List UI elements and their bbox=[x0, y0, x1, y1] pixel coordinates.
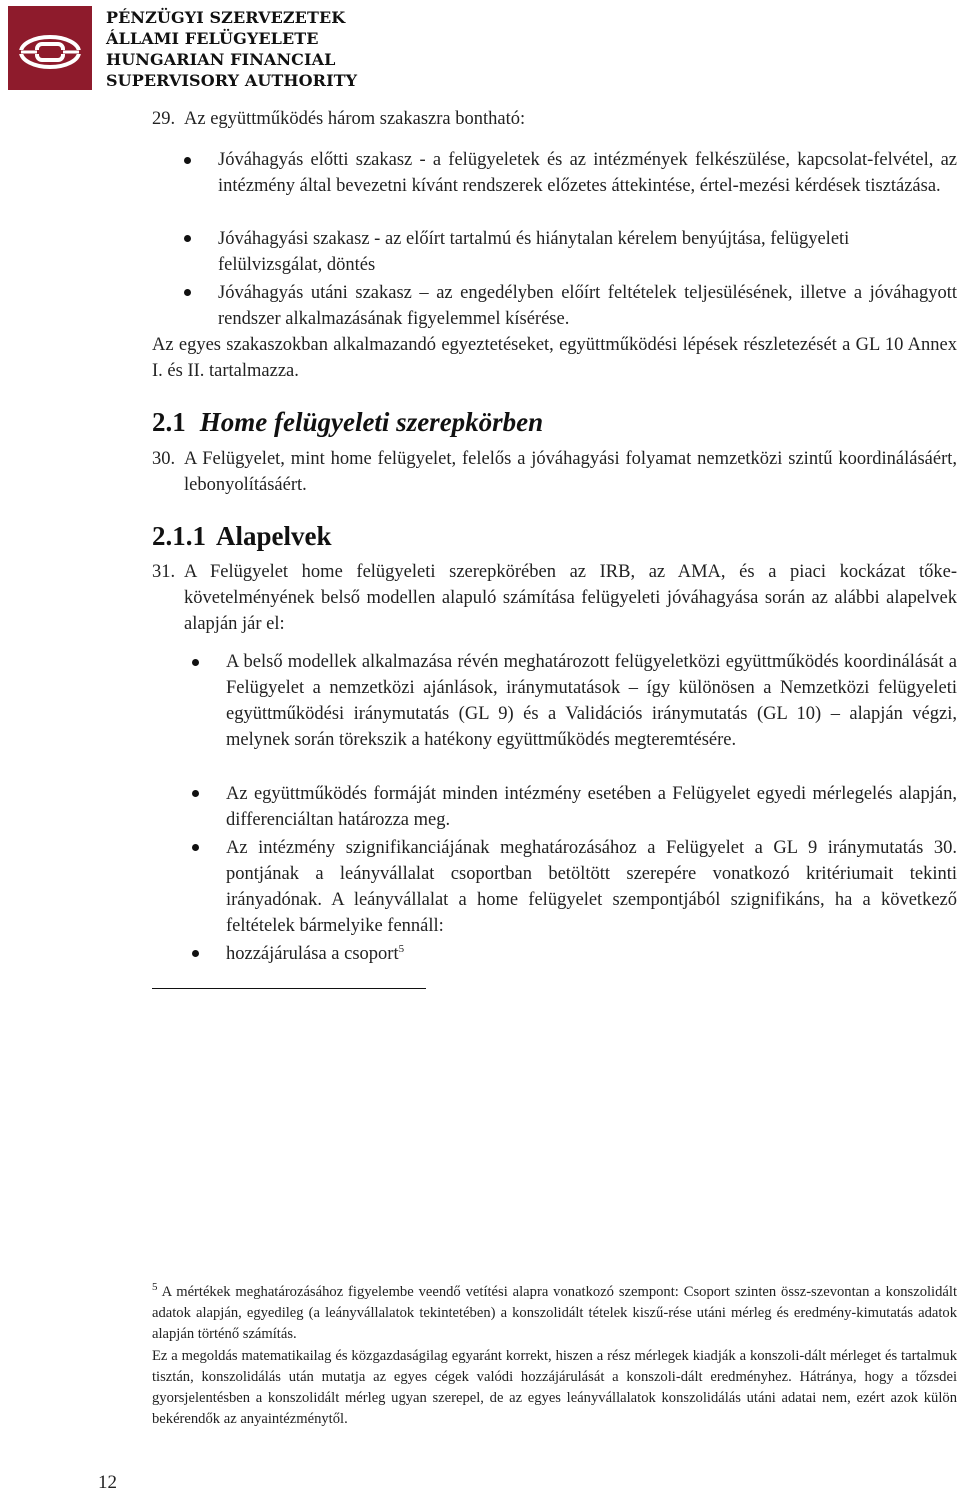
footnote-continuation: Ez a megoldás matematikailag és közgazdaságilag egyaránt korrekt, hiszen a rész mérlegek kiadják a konszoli-dált mérleget és tartalmuk tisztán, konszolidálás után mutatja az egyes cégek valódi hozzájárulását a konszoli-dált eredményhez. Hátránya, hogy a tőzsdei gyorsjelentésben a konszolidált mérleg ugyan szerepel, de az egyes leányvállalatok konszolidálás utáni adatai nem, ezért azok külön bekérendők az anyaintézménytől. bbox=[152, 1348, 957, 1427]
section-number: 2.1 bbox=[152, 407, 186, 437]
footnote-text-1: A mértékek meghatározásához figyelembe veendő vetítési alapra vonatkozó szempont: Csoport szinten össz-szevontan a konszolidált adatok alapján, egyedileg (a leányvállalatok tekintetében) a konszolidált tételek kiszű-rése utáni mérleg és eredmény-kimutatás adatok alapján történő számítás. bbox=[152, 1284, 957, 1342]
bullet-icon bbox=[192, 659, 199, 666]
bullet-icon bbox=[184, 289, 191, 296]
org-name-en-line-1: HUNGARIAN FINANCIAL bbox=[106, 50, 336, 69]
bullet-icon bbox=[184, 235, 191, 242]
page-header bbox=[8, 6, 528, 90]
bullet-icon bbox=[192, 790, 199, 797]
subsection-heading bbox=[152, 520, 332, 552]
list-item-text: hozzájárulása a csoport bbox=[226, 944, 399, 964]
psz-logo-icon bbox=[8, 6, 92, 90]
footnote-reference[interactable]: 5 bbox=[398, 942, 405, 955]
bullet-icon bbox=[184, 157, 191, 164]
list-item: Az együttműködés formáját minden intézmény esetében a Felügyelet egyedi mérlegelés alapján, differenciáltan határozza meg. bbox=[226, 784, 957, 830]
organization-name bbox=[106, 7, 357, 91]
footnote-separator bbox=[152, 988, 426, 989]
list-item: A belső modellek alkalmazása révén meghatározott felügyeletközi együttműködés koordinálását a Felügyelet a nemzetközi ajánlások, iránymutatások – így különösen a Nemzetközi felügyeleti együttműködési iránymutatás (GL 9) és a Validációs iránymutatás (GL 10) – alapján végzi, melynek során törekszik a hatékony együttműködés megteremtésére. bbox=[226, 652, 957, 750]
org-name-en-line-2: SUPERVISORY AUTHORITY bbox=[106, 71, 358, 90]
paragraph-number: 29. bbox=[152, 109, 176, 129]
list-item: Jóváhagyási szakasz - az előírt tartalmú és hiánytalan kérelem benyújtása, felügyeleti felülvizsgálat, döntés bbox=[218, 229, 850, 275]
paragraph-text: A Felügyelet, mint home felügyelet, felelős a jóváhagyási folyamat nemzetközi szintű koordinálásáért, lebonyolításáért. bbox=[184, 449, 957, 495]
org-name-hu-line-1: PÉNZÜGYI SZERVEZETEK bbox=[106, 8, 346, 27]
footnote bbox=[152, 1282, 957, 1345]
page-number: 12 bbox=[98, 1472, 117, 1493]
org-name-hu-line-2: ÁLLAMI FELÜGYELETE bbox=[106, 29, 319, 48]
paragraph-number: 31. bbox=[152, 562, 176, 582]
subsection-number: 2.1.1 bbox=[152, 521, 206, 551]
paragraph-number: 30. bbox=[152, 449, 176, 469]
list-item: Jóváhagyás előtti szakasz - a felügyeletek és az intézmények felkészülése, kapcsolat-felvétel, az intézmény által bevezetni kívánt rendszerek előzetes áttekintése, értel-mezési kérdések tisztázása. bbox=[218, 150, 957, 196]
bullet-icon bbox=[192, 950, 199, 957]
paragraph-intro: A Felügyelet home felügyeleti szerepkörében az IRB, az AMA, és a piaci kockázat tőke-követelményének belső modellen alapuló számítása felügyeleti jóváhagyása során az alábbi alapelvek alapján jár el: bbox=[184, 562, 957, 634]
bullet-icon bbox=[192, 844, 199, 851]
list-item: Jóváhagyás utáni szakasz – az engedélyben előírt feltételek teljesülésének, illetve a jóváhagyott rendszer alkalmazásának figyelemmel kísérése. bbox=[218, 283, 957, 329]
section-title: Home felügyeleti szerepkörben bbox=[199, 407, 544, 437]
list-item: Az intézmény szignifikanciájának meghatározásához a Felügyelet a GL 9 iránymutatás 30. pontjának a leányvállalat csoportban betöltött szerepére vonatkozó kritériumait tekinti irányadónak. A leányvállalat a home felügyelet szempontjából szignifikáns, ha a következő feltételek bármelyike fennáll: bbox=[226, 838, 957, 936]
paragraph-intro: Az együttműködés három szakaszra bontható: bbox=[184, 109, 526, 129]
list-item bbox=[226, 941, 957, 967]
subsection-title: Alapelvek bbox=[216, 521, 332, 551]
section-heading bbox=[152, 406, 543, 438]
footnote-marker: 5 bbox=[152, 1281, 158, 1294]
paragraph-closing: Az egyes szakaszokban alkalmazandó egyeztetéseket, együttműködési lépések részletezését a GL 10 Annex I. és II. tartalmazza. bbox=[152, 335, 957, 381]
